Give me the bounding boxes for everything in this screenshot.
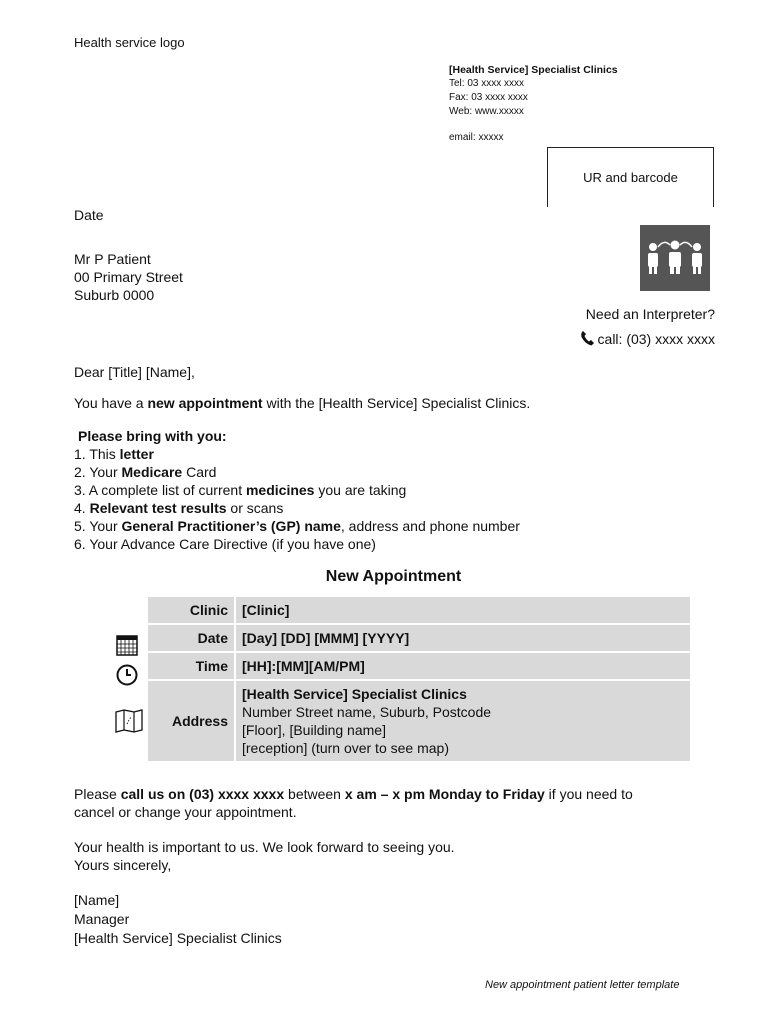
- call-paragraph: [74, 785, 714, 821]
- list-item-bold: medicines: [245, 482, 315, 498]
- date-label: Date: [74, 207, 104, 223]
- clinic-web: Web: www.xxxxx: [449, 106, 524, 117]
- phone-icon: [580, 330, 594, 350]
- clinic-contact-block: [449, 63, 618, 145]
- clock-icon: [116, 664, 138, 691]
- clinic-fax: Fax: 03 xxxx xxxx: [449, 92, 528, 103]
- appointment-title: New Appointment: [325, 568, 462, 585]
- list-item-bold: Medicare: [121, 464, 183, 480]
- clinic-email: email: xxxxx: [449, 132, 504, 143]
- list-item: [74, 517, 520, 535]
- list-item-bold: Relevant test results: [89, 500, 227, 516]
- address-line: Number Street name, Suburb, Postcode: [242, 704, 492, 720]
- signature-org: [Health Service] Specialist Clinics: [74, 930, 282, 946]
- closing-line-1: Your health is important to us. We look forward to seeing you.: [74, 839, 455, 855]
- address-value: [236, 681, 690, 761]
- list-item: [74, 481, 520, 499]
- list-item-text: 6. Your Advance Care Directive (if you have one): [74, 536, 376, 552]
- ur-barcode-label: UR and barcode: [583, 170, 678, 185]
- signature-block: [74, 891, 282, 948]
- call-phone-bold: call us on (03) xxxx xxxx: [120, 786, 285, 802]
- appointment-table: [148, 597, 690, 761]
- recipient-address: [74, 250, 183, 304]
- address-line: [Floor], [Building name]: [242, 722, 386, 738]
- table-row: [148, 597, 690, 625]
- bring-heading: [78, 427, 227, 445]
- logo-placeholder: Health service logo: [74, 35, 185, 50]
- salutation: Dear [Title] [Name],: [74, 364, 195, 380]
- interpreter-call-line: [530, 330, 715, 350]
- recipient-street: 00 Primary Street: [74, 269, 183, 285]
- interpreter-question: Need an Interpreter?: [585, 306, 715, 322]
- recipient-suburb: Suburb 0000: [74, 287, 155, 303]
- bring-list: [74, 445, 520, 553]
- list-item-text: Card: [182, 464, 217, 480]
- address-label: Address: [148, 681, 236, 761]
- call-line-1: [74, 785, 714, 803]
- clinic-value: [Clinic]: [236, 597, 690, 625]
- list-item-text: 3. A complete list of current: [74, 482, 246, 498]
- call-text: between: [284, 786, 345, 802]
- list-item-bold: General Practitioner’s (GP) name: [121, 518, 341, 534]
- list-item-text: 2. Your: [74, 464, 122, 480]
- list-item: [74, 445, 520, 463]
- list-item-text: , address and phone number: [340, 518, 520, 534]
- list-item: [74, 535, 520, 553]
- interpreter-symbol-icon: [640, 225, 710, 291]
- list-item-bold: letter: [119, 446, 154, 462]
- signature-name: [Name]: [74, 892, 120, 908]
- footer-template-name: New appointment patient letter template: [485, 979, 680, 991]
- address-line: [Health Service] Specialist Clinics: [242, 686, 467, 702]
- time-value: [HH]:[MM][AM/PM]: [236, 653, 690, 681]
- closing: [74, 838, 455, 874]
- signature-title: Manager: [74, 911, 130, 927]
- call-hours-bold: x am – x pm Monday to Friday: [344, 786, 545, 802]
- clinic-tel: Tel: 03 xxxx xxxx: [449, 78, 525, 89]
- table-row: [148, 681, 690, 761]
- clinic-name: [Health Service] Specialist Clinics: [449, 64, 618, 76]
- interpreter-call-number: call: (03) xxxx xxxx: [597, 331, 715, 347]
- date-value: [Day] [DD] [MMM] [YYYY]: [236, 625, 690, 653]
- bring-heading-text: Please bring with you:: [78, 428, 227, 444]
- table-row: [148, 625, 690, 653]
- list-item-text: or scans: [226, 500, 284, 516]
- call-text: Please: [74, 786, 121, 802]
- recipient-name: Mr P Patient: [74, 251, 151, 267]
- clinic-label: Clinic: [148, 597, 236, 625]
- calendar-icon: [116, 634, 138, 661]
- list-item-text: 1. This: [74, 446, 120, 462]
- table-row: [148, 653, 690, 681]
- date-row-label: Date: [148, 625, 236, 653]
- intro-text-bold: new appointment: [147, 395, 263, 411]
- call-line-2: cancel or change your appointment.: [74, 804, 297, 820]
- list-item-text: 4.: [74, 500, 90, 516]
- call-text: if you need to: [544, 786, 633, 802]
- time-label: Time: [148, 653, 236, 681]
- list-item: [74, 499, 520, 517]
- ur-barcode-box: [547, 147, 714, 207]
- intro-paragraph: [74, 394, 530, 412]
- intro-text-after: with the [Health Service] Specialist Clinics.: [262, 395, 531, 411]
- list-item: [74, 463, 520, 481]
- list-item-text: 5. Your: [74, 518, 122, 534]
- list-item-text: you are taking: [314, 482, 407, 498]
- closing-line-2: Yours sincerely,: [74, 857, 172, 873]
- map-icon: [114, 708, 144, 739]
- intro-text-before: You have a: [74, 395, 148, 411]
- address-line: [reception] (turn over to see map): [242, 740, 449, 756]
